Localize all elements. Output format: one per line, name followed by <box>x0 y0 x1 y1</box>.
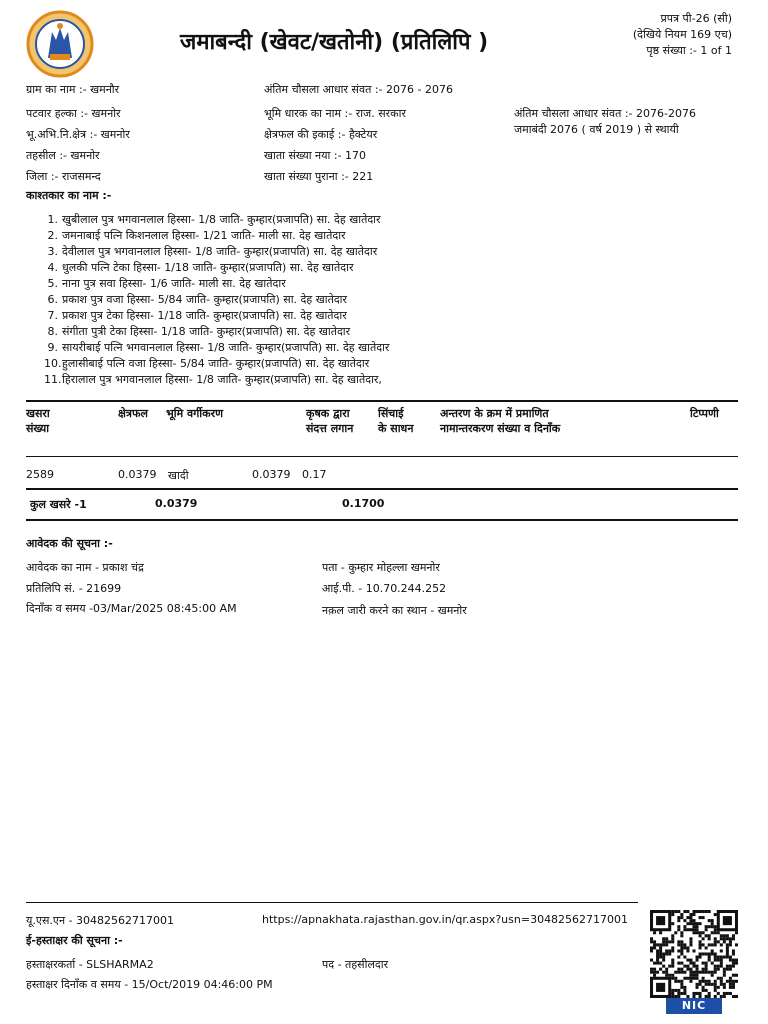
usn: यू.एस.एन - 30482562717001 <box>26 914 175 927</box>
khata-new: खाता संख्या नया :- 170 <box>264 149 367 162</box>
total-lagan: 0.1700 <box>342 497 385 510</box>
nic-logo: NIC <box>666 998 722 1014</box>
form-reference <box>633 11 732 59</box>
issue-place: नक़ल जारी करने का स्थान - खमनोर <box>322 604 467 617</box>
list-item: 11.हिरालाल पुत्र भगवानलाल हिस्सा- 1/8 जाति- कुम्हार(प्रजापति) सा. देह खातेदार, <box>44 373 382 386</box>
owners-list <box>44 212 389 388</box>
list-item: 10.हुलासीबाई पत्नि वजा हिस्सा- 5/84 जाति- कुम्हार(प्रजापति) सा. देह खातेदार <box>44 357 370 370</box>
col-header-area: क्षेत्रफल <box>118 407 148 420</box>
list-item: 4. धुलकी पत्नि टेका हिस्सा- 1/18 जाति- कुम्हार(प्रजापति) सा. देह खातेदार <box>47 261 354 274</box>
list-item: 7. प्रकाश पुत्र टेका हिस्सा- 1/18 जाति- कुम्हार(प्रजापति) सा. देह खातेदार <box>47 309 347 322</box>
list-item: 2. जमनाबाई पत्नि किशनलाल हिस्सा- 1/21 जाति- माली सा. देह खातेदार <box>47 229 346 242</box>
list-item: 8. संगीता पुत्री टेका हिस्सा- 1/18 जाति- कुम्हार(प्रजापति) सा. देह खातेदार <box>47 325 351 338</box>
verification-link[interactable]: https://apnakhata.rajasthan.gov.in/qr.aspx?usn=30482562717001 <box>262 913 629 926</box>
right-jamabandi: जमाबंदी 2076 ( वर्ष 2019 ) से स्थायी <box>514 123 679 136</box>
qr-code-icon <box>650 910 738 998</box>
list-item: 1. खुबीलाल पुत्र भगवानलाल हिस्सा- 1/8 जाति- कुम्हार(प्रजापति) सा. देह खातेदार <box>47 213 381 226</box>
applicant-heading: आवेदक की सूचना :- <box>26 537 113 550</box>
bhu-kshetra: भू.अभि.नि.क्षेत्र :- खमनोर <box>26 128 130 141</box>
page-title: जमाबन्दी (खेवट/खतोनी) (प्रतिलिपि ) <box>180 30 489 55</box>
col-header-lagan: कृषक द्वारा संदत्त लगान <box>306 407 354 435</box>
ip-address: आई.पी. - 10.70.244.252 <box>322 582 447 595</box>
col-header-khasra: खसरा संख्या <box>26 407 50 435</box>
rajasthan-emblem-icon <box>26 10 94 78</box>
signer: हस्ताक्षरकर्ता - SLSHARMA2 <box>26 958 154 971</box>
khata-old: खाता संख्या पुराना :- 221 <box>264 170 374 183</box>
cell-lagan: 0.17 <box>302 468 327 481</box>
patwar-halka: पटवार हल्का :- खमनोर <box>26 107 121 120</box>
cell-class-area: 0.0379 <box>252 468 291 481</box>
list-item: 9. सायरीबाई पत्नि भगवानलाल हिस्सा- 1/8 जाति- कुम्हार(प्रजापति) सा. देह खातेदार <box>47 341 390 354</box>
district: जिला :- राजसमन्द <box>26 170 101 183</box>
total-area: 0.0379 <box>155 497 198 510</box>
land-holder: भूमि धारक का नाम :- राज. सरकार <box>264 107 406 120</box>
table-bottom-rule <box>26 519 738 521</box>
table-top-rule <box>26 400 738 402</box>
designation: पद - तहसीलदार <box>322 958 389 971</box>
area-unit: क्षेत्रफल की इकाई :- हैक्टेयर <box>264 128 378 141</box>
total-label: कुल खसरे -1 <box>30 498 87 511</box>
col-header-remarks: टिप्पणी <box>690 407 719 420</box>
footer-rule <box>26 902 638 903</box>
form-rule: (देखिये नियम 169 एच) <box>632 28 732 41</box>
village-name: ग्राम का नाम :- खमनौर <box>26 83 120 96</box>
applicant-address: पता - कुम्हार मोहल्ला खमनोर <box>322 561 440 574</box>
last-chousala: अंतिम चौसला आधार संवत :- 2076 - 2076 <box>264 83 453 96</box>
applicant-name: आवेदक का नाम - प्रकाश चंद्र <box>26 561 144 574</box>
request-datetime: दिनाँक व समय -03/Mar/2025 08:45:00 AM <box>26 602 237 615</box>
owners-heading: काश्तकार का नाम :- <box>26 189 112 202</box>
right-chousala: अंतिम चौसला आधार संवत :- 2076-2076 <box>514 107 696 120</box>
cell-khasra: 2589 <box>26 468 54 481</box>
col-header-land-class: भूमि वर्गीकरण <box>166 407 224 420</box>
list-item: 5. नाना पुत्र सवा हिस्सा- 1/6 जाति- माली सा. देह खातेदार <box>47 277 286 290</box>
col-header-mutation: अन्तरण के क्रम में प्रमाणित नामान्तरकरण संख्या व दिनाँक <box>440 407 561 435</box>
table-header-rule <box>26 456 738 457</box>
list-item: 6. प्रकाश पुत्र वजा हिस्सा- 5/84 जाति- कुम्हार(प्रजापति) सा. देह खातेदार <box>47 293 348 306</box>
table-total-rule <box>26 488 738 490</box>
sign-datetime: हस्ताक्षर दिनाँक व समय - 15/Oct/2019 04:46:00 PM <box>26 978 273 991</box>
esign-heading: ई-हस्ताक्षर की सूचना :- <box>26 934 123 947</box>
cell-land-class: खादी <box>168 469 189 482</box>
page-count: पृष्ठ संख्या :- 1 of 1 <box>646 44 732 57</box>
form-number: प्रपत्र पी-26 (सी) <box>660 12 732 25</box>
list-item: 3. देवीलाल पुत्र भगवानलाल हिस्सा- 1/8 जाति- कुम्हार(प्रजापति) सा. देह खातेदार <box>47 245 378 258</box>
cell-area: 0.0379 <box>118 468 157 481</box>
copy-number: प्रतिलिपि सं. - 21699 <box>26 582 122 595</box>
tehsil: तहसील :- खमनोर <box>26 149 100 162</box>
col-header-irrigation: सिंचाई के साधन <box>378 407 414 435</box>
